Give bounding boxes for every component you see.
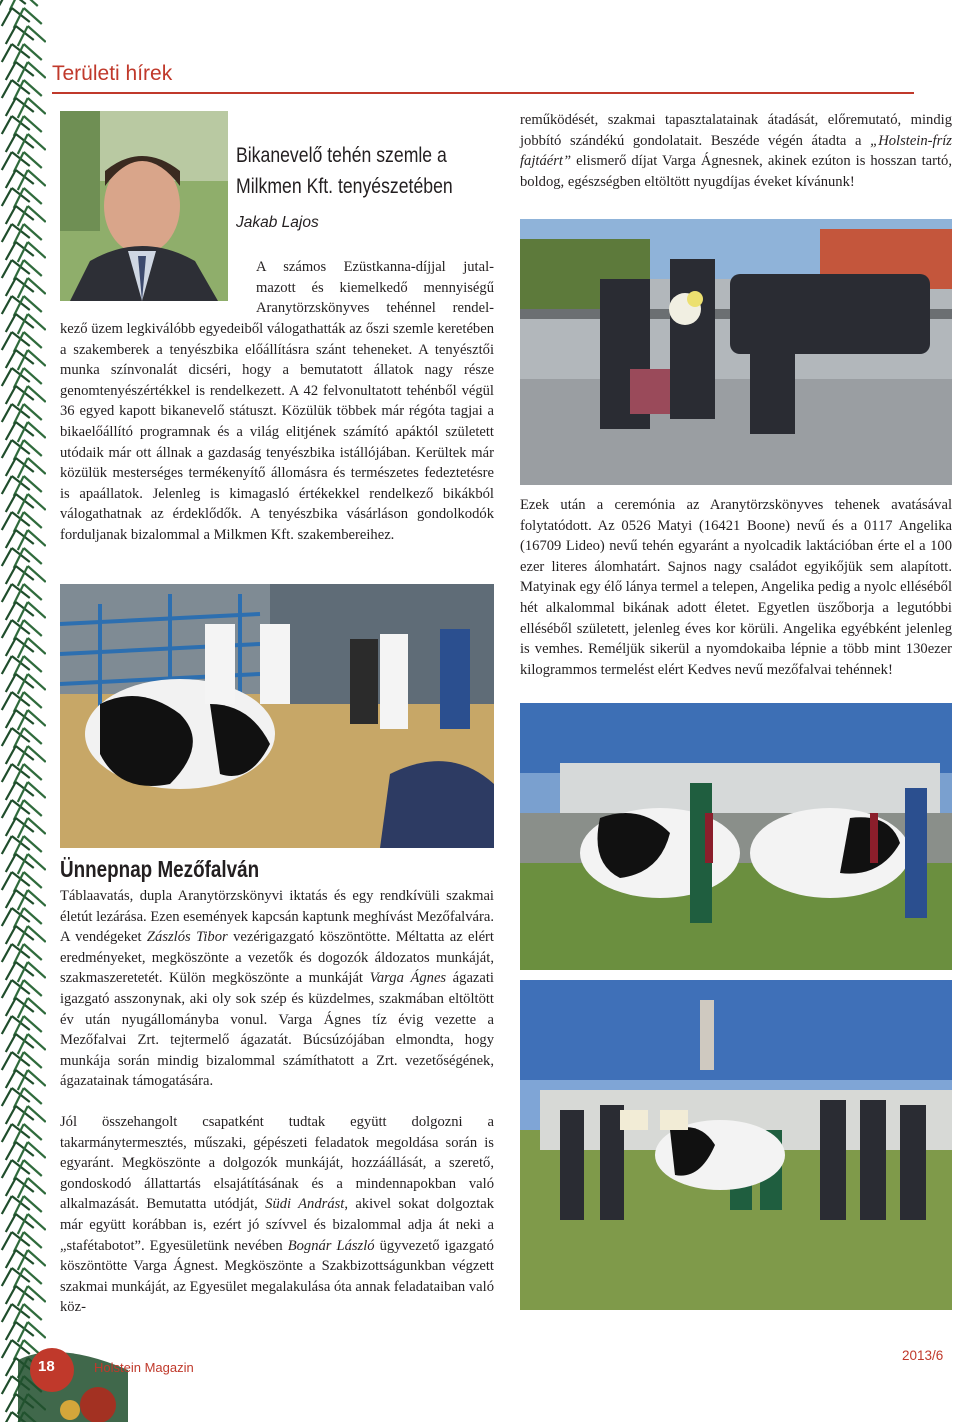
bauble-ornament — [18, 1330, 128, 1422]
p1-text: Táblaavatás, dupla Aranytörzskönyvi iktatás és egy rendkívüli szakmai életút lezárása. Ezen események kapcsán kaptunk meghívást Mezőfalvára. — [60, 888, 494, 925]
author-name: Jakab Lajos — [236, 214, 319, 231]
p1-text: ágazati igazgató asszonynak, aki oly sok szép és küzdelmes, szakmában eltöltött év után nyugállományba vonul. Varga Ágnes tíz évig vezette a Mezőfalvai Zrt. tejtermelő ágazatát. Búcsúzójában elmondta, hogy munkája során mindig bizalommal számíthatott a Zrt. vezetőségének, ágazatainak támogatására. — [60, 970, 494, 1090]
person-name: Varga Ágnes — [369, 970, 447, 987]
article2-title: Ünnepnap Mezőfalván — [60, 856, 260, 882]
group-photo — [520, 980, 952, 1310]
article-intro — [256, 257, 494, 319]
article-title — [236, 140, 463, 202]
issue-number: 2013/6 — [902, 1348, 944, 1363]
pine-garland-border — [0, 0, 46, 1422]
portrait-photo — [60, 111, 228, 301]
award-name: „Holstein-fríz fajtáért” — [520, 132, 952, 170]
header-rule — [52, 92, 914, 94]
page-number: 18 — [38, 1358, 55, 1375]
person-name: Südi Andrást — [265, 1196, 345, 1213]
article-title-line1: Bikanevelő tehén szemle a — [236, 144, 447, 167]
section-title: Területi hírek — [52, 62, 173, 85]
p2-text: ügyvezető igazgató köszöntötte Varga Ágnest. Megköszönte a Szakbizottságunkban végzett szakmai munkáját, az Egyesület megalakulása óta annak feladataiban való köz- — [60, 1237, 494, 1316]
article-body: kező üzem legkiválóbb egyedeiből válogathatták az őszi szemle keretében a szakemberek a tenyészbika előállításra szánt teheneket. A tenyésztői munka színvonalát dicséri, hogy a bemutatott állatok nagy része genomtenyészértékkel is rendelkezett. A 42 felvonultatott tehénből végül 36 egyed kapott bikanevelő státuszt. Közülük többek már régóta tagjai a bikaelőállító programnak és a világ elitjének számító apáktól született utódaik már ott állnak a gazdaság tenyészbika istállójában. Kerültek már közülük mesterséges termékenyítő állomásra és természetes fedeztetésre is apaállatok. Jelenleg is kimagasló értékekkel rendelkező bikákból válogathatnak az érdeklődők. A tenyészbika vásárláson gondolkodók forduljanak bizalommal a Milkmen Kft. szakembereihez. — [60, 321, 494, 543]
article2-paragraph2 — [60, 1112, 494, 1318]
ceremony-photo — [520, 219, 952, 485]
judging-photo — [60, 584, 494, 848]
person-name: Zászlós Tibor — [146, 929, 228, 946]
rt-text: reműködését, szakmai tapasztalatainak átadását, előremutató, mindig jobbító szándékú gondolatait. Beszéde végén átadta a — [520, 112, 952, 149]
intro-line: Aranytörzskönyves tehénnel rendel- — [256, 300, 494, 317]
intro-line: mazott és kiemelkedő mennyiségű — [256, 279, 494, 296]
right-top-text — [520, 110, 952, 192]
p1-text: vezérigazgató köszöntötte. Méltatta az elért eredményeket, megköszönte a vezetők és dogozók áldozatos munkáját, szakmaszeretetét. Külön megköszönte a munkáját — [60, 929, 494, 987]
right-mid-text: Ezek után a ceremónia az Aranytörzskönyves tehenek avatásával folytatódott. Az 0526 Matyi (16421 Boone) nevű és a 0117 Angelika (16709 Lideo) nevű tehén egyaránt a nyolcadik laktációban érte el a 100 ezer literes álomhatárt. Sajnos nagy családot egyikőjük sem alapított. Matyinak egy élő lánya termel a telepen, Angelika pedig a nyolc elléséből hét alkalommal bikának adott életet. Egyetlen üszőborja a legutóbbi elléséből született, jelenleg éves kor körüli. Angelika egyébként jelenleg is vemhes. Reméljük sikerül a nyomdokaiba lépnie a több mint 130ezer kilogrammos termelést elért Kedves nevű mezőfalvai tehénnek! — [520, 497, 952, 678]
intro-line: A számos Ezüstkanna-díjjal jutal- — [256, 259, 494, 275]
person-name: Bognár László — [287, 1237, 375, 1254]
article-title-line2: Milkmen Kft. tenyészetében — [236, 175, 453, 198]
p2-text: , akivel sokat dolgoztak már együtt korábban is, ezért jó szívvel és bizalommal adja át neki a „stafétabotot”. Egyesületünk nevében — [60, 1196, 494, 1254]
article2-paragraph1 — [60, 886, 494, 1092]
rt-text: elismerő díjat Varga Ágnesnek, akinek ezúton is hosszan tartó, boldog, egészségben eltöltött nyugdíjas éveket kívánunk! — [520, 153, 952, 190]
p2-text: Jól összehangolt csapatként tudtak együtt dolgozni a takarmánytermesztés, műszaki, gépészeti feladatok megoldása során is egyaránt. Megköszönte a dolgozók munkáját, hozzáállását, a szerető, gondoskodó állattartás elsajátításának és a mindennapokban való alkalmazását. Bemutatta utódját, — [60, 1114, 494, 1213]
p1-text: A vendégeket — [60, 929, 142, 946]
cows-photo — [520, 703, 952, 970]
magazine-name: Holstein Magazin — [94, 1360, 194, 1375]
